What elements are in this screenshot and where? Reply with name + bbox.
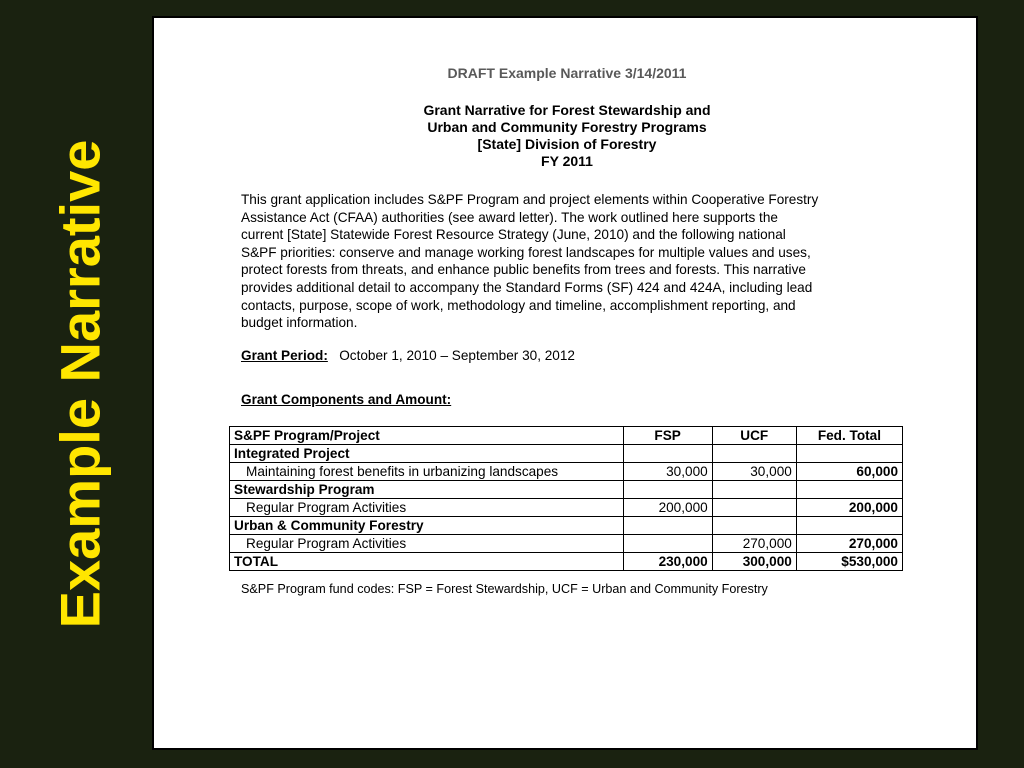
table-cell bbox=[712, 481, 796, 499]
table-cell bbox=[712, 499, 796, 517]
table-cell bbox=[623, 517, 712, 535]
table-cell: $530,000 bbox=[796, 553, 902, 571]
fund-codes-footnote: S&PF Program fund codes: FSP = Forest Stewardship, UCF = Urban and Community Forestry bbox=[241, 582, 768, 596]
table-row bbox=[230, 481, 903, 499]
document-page bbox=[152, 16, 978, 750]
table-row bbox=[230, 553, 903, 571]
table-row bbox=[230, 463, 903, 481]
table-row bbox=[230, 445, 903, 463]
intro-line: This grant application includes S&PF Program and project elements within Cooperative Forestry bbox=[241, 192, 819, 207]
heading-line: [State] Division of Forestry bbox=[477, 136, 657, 152]
table-cell bbox=[796, 481, 902, 499]
grant-period-value: October 1, 2010 – September 30, 2012 bbox=[339, 348, 575, 363]
table-cell bbox=[796, 445, 902, 463]
intro-line: protect forests from threats, and enhance public benefits from trees and forests. This narrative bbox=[241, 262, 806, 278]
table-row bbox=[230, 499, 903, 517]
table-cell: 230,000 bbox=[623, 553, 712, 571]
intro-line: S&PF priorities: conserve and manage working forest landscapes for multiple values and uses, bbox=[241, 244, 811, 260]
table-cell bbox=[623, 535, 712, 553]
table-row bbox=[230, 535, 903, 553]
table-cell bbox=[712, 445, 796, 463]
table-cell: Stewardship Program bbox=[230, 481, 624, 499]
intro-line: current [State] Statewide Forest Resource Strategy (June, 2010) and the following national bbox=[241, 227, 786, 243]
intro-line: Assistance Act (CFAA) authorities (see award letter). The work outlined here supports the bbox=[241, 209, 778, 225]
heading-line: Grant Narrative for Forest Stewardship and bbox=[423, 102, 711, 118]
components-heading-text: Grant Components and Amount: bbox=[241, 392, 452, 407]
intro-paragraph bbox=[241, 191, 901, 332]
table-header-cell: S&PF Program/Project bbox=[230, 427, 624, 445]
components-heading bbox=[241, 392, 451, 407]
intro-line: contacts, purpose, scope of work, methodology and timeline, accomplishment reporting, and bbox=[241, 297, 796, 313]
intro-line: provides additional detail to accompany the Standard Forms (SF) 424 and 424A, including lead bbox=[241, 279, 813, 295]
table-body bbox=[230, 427, 903, 571]
grant-period-spacer bbox=[332, 348, 336, 363]
draft-line: DRAFT Example Narrative 3/14/2011 bbox=[447, 65, 687, 81]
slide-title: Example Narrative bbox=[48, 139, 112, 629]
table-cell: 30,000 bbox=[712, 463, 796, 481]
intro-line: budget information. bbox=[241, 315, 358, 331]
heading-line: Urban and Community Forestry Programs bbox=[427, 119, 707, 135]
table-cell: TOTAL bbox=[230, 553, 624, 571]
document-heading bbox=[154, 102, 980, 170]
table-cell bbox=[623, 445, 712, 463]
grant-period bbox=[241, 348, 575, 363]
table-cell: 270,000 bbox=[712, 535, 796, 553]
table-header-cell: UCF bbox=[712, 427, 796, 445]
table-cell bbox=[623, 481, 712, 499]
table-cell: Integrated Project bbox=[230, 445, 624, 463]
table-cell: 60,000 bbox=[796, 463, 902, 481]
table-cell: 30,000 bbox=[623, 463, 712, 481]
table-header-cell: FSP bbox=[623, 427, 712, 445]
grant-components-table bbox=[229, 426, 903, 571]
grant-period-label: Grant Period: bbox=[241, 348, 328, 363]
table-cell: Regular Program Activities bbox=[230, 499, 624, 517]
table-cell bbox=[796, 517, 902, 535]
table-cell: Regular Program Activities bbox=[230, 535, 624, 553]
table-cell: 300,000 bbox=[712, 553, 796, 571]
table-cell bbox=[712, 517, 796, 535]
table-row bbox=[230, 517, 903, 535]
table-cell: 200,000 bbox=[796, 499, 902, 517]
side-title-region bbox=[0, 0, 152, 768]
table-header-row bbox=[230, 427, 903, 445]
table-cell: 200,000 bbox=[623, 499, 712, 517]
table-cell: Maintaining forest benefits in urbanizing landscapes bbox=[230, 463, 624, 481]
table-cell: 270,000 bbox=[796, 535, 902, 553]
table-header-cell: Fed. Total bbox=[796, 427, 902, 445]
table-cell: Urban & Community Forestry bbox=[230, 517, 624, 535]
heading-line: FY 2011 bbox=[541, 153, 593, 169]
